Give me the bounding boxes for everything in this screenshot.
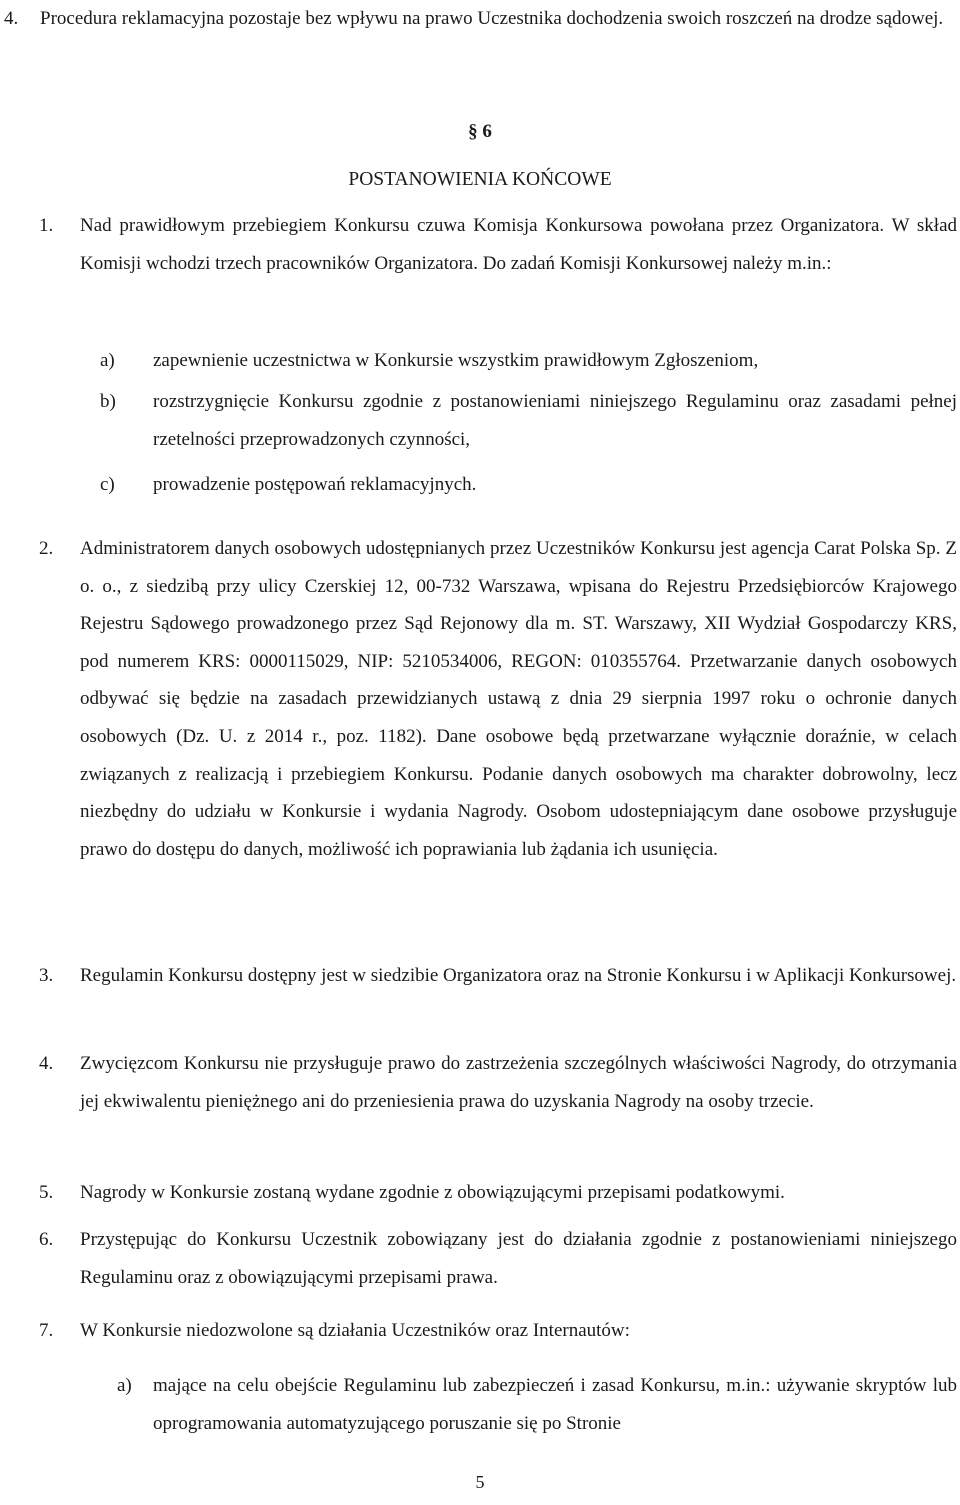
item-number: 5. [39,1182,54,1203]
item-number: 2. [39,538,54,559]
sub-item-text: mające na celu obejście Regulaminu lub zabezpieczeń i zasad Konkursu, m.in.: używanie skryptów lub oprogramowania automatyzującego poruszanie się po Stronie [153,1375,957,1434]
sub-item-letter: a) [100,350,115,371]
sub-item-text: prowadzenie postępowań reklamacyjnych. [153,474,477,495]
item-number: 1. [39,215,54,236]
sub-item-text: zapewnienie uczestnictwa w Konkursie wszystkim prawidłowym Zgłoszeniom, [153,350,759,371]
item-number: 6. [39,1229,54,1250]
item-text: Procedura reklamacyjna pozostaje bez wpływu na prawo Uczestnika dochodzenia swoich roszczeń na drodze sądowej. [40,8,944,29]
item-text: Zwycięzcom Konkursu nie przysługuje prawo do zastrzeżenia szczególnych właściwości Nagrody, do otrzymania jej ekwiwalentu pieniężnego ani do przeniesienia prawa do uzyskania Nagrody na osoby trzecie. [80,1053,957,1112]
item-number: 7. [39,1320,54,1341]
sub-item-letter: c) [100,474,115,495]
page-number: 5 [475,1472,485,1492]
section-number: § 6 [468,121,492,142]
item-number: 4. [4,8,19,29]
sub-item-letter: a) [117,1375,132,1396]
item-text: Nad prawidłowym przebiegiem Konkursu czuwa Komisja Konkursowa powołana przez Organizatora. W skład Komisji wchodzi trzech pracowników Organizatora. Do zadań Komisji Konkursowej należy m.in.: [80,215,957,274]
sub-item-text: rozstrzygnięcie Konkursu zgodnie z postanowieniami niniejszego Regulaminu oraz zasadami pełnej rzetelności przeprowadzonych czynności, [153,391,957,450]
item-text: W Konkursie niedozwolone są działania Uczestników oraz Internautów: [80,1320,630,1341]
item-text: Regulamin Konkursu dostępny jest w siedzibie Organizatora oraz na Stronie Konkursu i w Aplikacji Konkursowej. [80,965,957,986]
item-text: Przystępując do Konkursu Uczestnik zobowiązany jest do działania zgodnie z postanowieniami niniejszego Regulaminu oraz z obowiązującymi przepisami prawa. [80,1229,957,1288]
item-number: 3. [39,965,54,986]
sub-item-letter: b) [100,391,116,412]
item-text: Administratorem danych osobowych udostępnianych przez Uczestników Konkursu jest agencja Carat Polska Sp. Z o. o., z siedzibą przy ulicy Czerskiej 12, 00-732 Warszawa, wpisana do Rejestru Przedsiębiorców Krajowego Rejestru Sądowego prowadzonego przez Sąd Rejonowy dla m. ST. Warszawy, XII Wydział Gospodarczy KRS, pod numerem KRS: 0000115029, NIP: 5210534006, REGON: 010355764. Przetwarzanie danych osobowych odbywać się będzie na zasadach przewidzianych ustawą z dnia 29 sierpnia 1997 roku o ochronie danych osobowych (Dz. U. z 2014 r., poz. 1182). Dane osobowe będą przetwarzane wyłącznie doraźnie, w celach związanych z realizacją i przebiegiem Konkursu. Podanie danych osobowych ma charakter dobrowolny, lecz niezbędny do udziału w Konkursie i wydania Nagrody. Osobom udostepniającym dane osobowe przysługuje prawo do dostępu do danych, możliwość ich poprawiania lub żądania ich usunięcia. [80,538,957,860]
item-number: 4. [39,1053,54,1074]
item-text: Nagrody w Konkursie zostaną wydane zgodnie z obowiązującymi przepisami podatkowymi. [80,1182,785,1203]
section-title: POSTANOWIENIA KOŃCOWE [348,169,612,190]
